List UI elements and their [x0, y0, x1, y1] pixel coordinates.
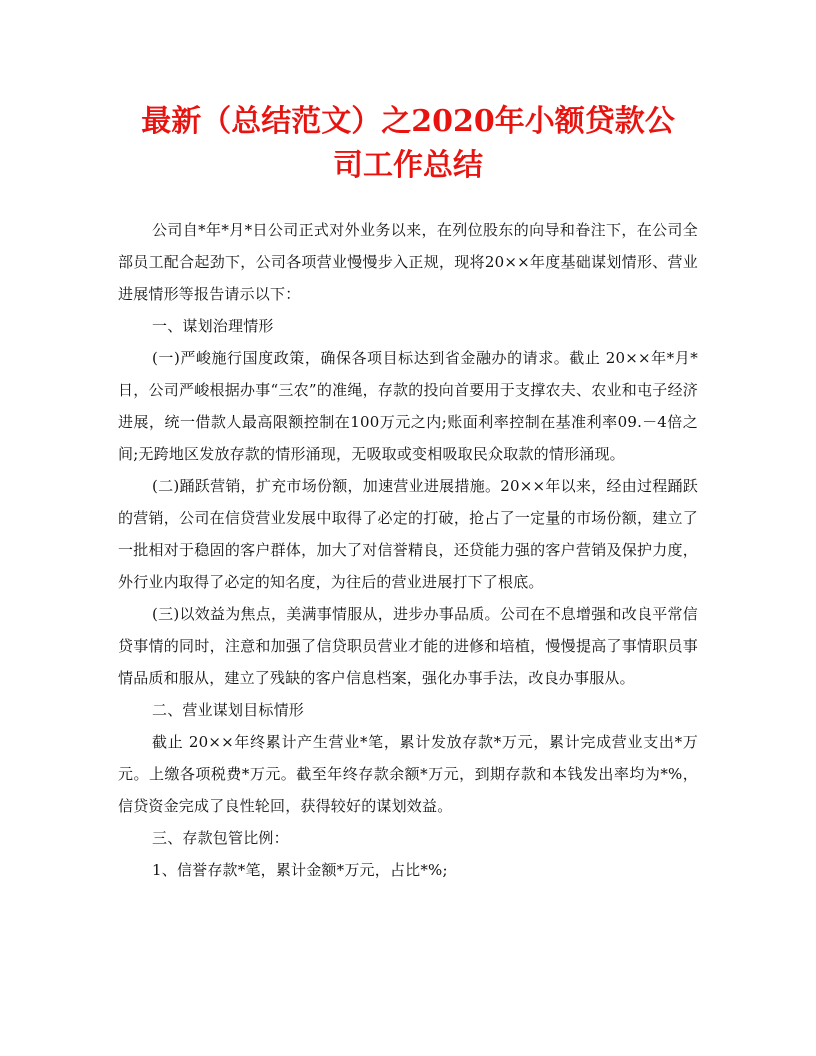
section-heading-1: 一、谋划治理情形 [152, 317, 274, 335]
title-line-1: 最新（总结范文）之2020年小额贷款公 [141, 104, 675, 139]
paragraph-1-2: (二)踊跃营销，扩充市场份额，加速营业进展措施。20××年以来，经由过程踊跃的营销，公司在信贷营业发展中取得了必定的打破，抢占了一定量的市场份额，建立了一批相对于稳固的客户群体，加大了对信誉精良，还贷能力强的客户营销及保护力度，外行业内取得了必定的知名度，为往后的营业进展打下了根底。 [118, 477, 698, 591]
section-heading-2: 二、营业谋划目标情形 [152, 701, 305, 719]
document-body [118, 214, 698, 886]
paragraph-1-1: (一)严峻施行国度政策，确保各项目标达到省金融办的请求。截止 20××年*月*日，公司严峻根据办事“三农”的准绳，存款的投向首要用于支撑农夫、农业和屯子经济进展，统一借款人最高限额控制在100万元之内;账面利率控制在基准利率09.－4倍之间;无跨地区发放存款的情形涌现，无吸取或变相吸取民众取款的情形涌现。 [118, 349, 698, 463]
title-line-2: 司工作总结 [333, 148, 483, 183]
paragraph-2-1: 截止 20××年终累计产生营业*笔，累计发放存款*万元，累计完成营业支出*万元。上缴各项税费*万元。截至年终存款余额*万元，到期存款和本钱发出率均为*%，信贷资金完成了良性轮回，获得较好的谋划效益。 [118, 733, 698, 815]
intro-paragraph: 公司自*年*月*日公司正式对外业务以来，在列位股东的向导和眷注下，在公司全部员工配合起劲下，公司各项营业慢慢步入正规，现将20××年度基础谋划情形、营业进展情形等报告请示以下： [118, 221, 698, 303]
paragraph-3-1: 1、信誉存款*笔，累计金额*万元，占比*%; [152, 861, 448, 879]
paragraph-1-3: (三)以效益为焦点，美满事情服从，进步办事品质。公司在不息增强和改良平常信贷事情的同时，注意和加强了信贷职员营业才能的进修和培植，慢慢提高了事情职员事情品质和服从，建立了残缺的客户信息档案，强化办事手法，改良办事服从。 [118, 605, 698, 687]
document-title [110, 100, 706, 188]
section-heading-3: 三、存款包管比例： [152, 829, 289, 847]
